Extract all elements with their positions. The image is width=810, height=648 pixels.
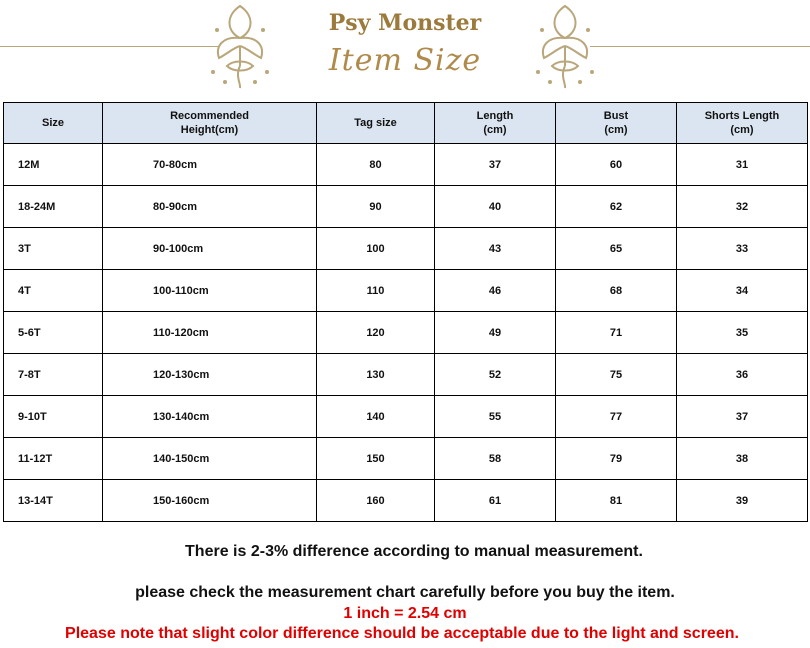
table-cell: 81 [556,480,677,522]
column-header-line: Tag size [354,117,397,129]
table-cell: 31 [677,144,808,186]
table-cell: 9-10T [4,396,103,438]
column-header [677,103,808,144]
table-cell: 58 [435,438,556,480]
table-row [4,396,808,438]
table-cell: 79 [556,438,677,480]
column-header [4,103,103,144]
table-row [4,228,808,270]
table-cell: 36 [677,354,808,396]
table-cell: 11-12T [4,438,103,480]
brand-name: Psy Monster [328,10,482,36]
column-header [435,103,556,144]
column-header-line: (cm) [483,124,507,136]
note-check-chart: please check the measurement chart carefully before you buy the item. [135,584,675,601]
column-header-line: (cm) [730,124,754,136]
table-cell: 39 [677,480,808,522]
table-cell: 130 [317,354,435,396]
table-cell: 4T [4,270,103,312]
table-cell: 110-120cm [103,312,317,354]
table-cell: 70-80cm [103,144,317,186]
table-cell: 37 [435,144,556,186]
table-cell: 37 [677,396,808,438]
table-cell: 68 [556,270,677,312]
note-inch-conversion: 1 inch = 2.54 cm [343,605,467,622]
table-cell: 150-160cm [103,480,317,522]
table-cell: 18-24M [4,186,103,228]
table-cell: 140 [317,396,435,438]
table-cell: 35 [677,312,808,354]
table-cell: 43 [435,228,556,270]
table-cell: 40 [435,186,556,228]
page-subtitle: Item Size [328,43,482,78]
table-cell: 32 [677,186,808,228]
table-cell: 49 [435,312,556,354]
table-cell: 160 [317,480,435,522]
table-row [4,186,808,228]
table-header-row [4,103,808,144]
table-cell: 100-110cm [103,270,317,312]
table-cell: 61 [435,480,556,522]
table-row [4,480,808,522]
table-cell: 52 [435,354,556,396]
column-header [103,103,317,144]
table-cell: 7-8T [4,354,103,396]
table-row [4,144,808,186]
table-cell: 5-6T [4,312,103,354]
table-cell: 62 [556,186,677,228]
table-cell: 80 [317,144,435,186]
table-row [4,270,808,312]
table-cell: 33 [677,228,808,270]
column-header-line: Recommended [170,110,249,122]
table-body [4,144,808,522]
table-row [4,438,808,480]
header [0,0,810,95]
table-cell: 55 [435,396,556,438]
table-cell: 120-130cm [103,354,317,396]
column-header-line: Height(cm) [180,124,239,136]
note-measurement-difference: There is 2-3% difference according to manual measurement. [185,543,643,560]
table-cell: 3T [4,228,103,270]
table-cell: 38 [677,438,808,480]
column-header-line: (cm) [604,124,628,136]
table-cell: 120 [317,312,435,354]
column-header [556,103,677,144]
size-chart-table [3,102,808,522]
table-cell: 100 [317,228,435,270]
table-cell: 130-140cm [103,396,317,438]
table-cell: 90 [317,186,435,228]
table-cell: 13-14T [4,480,103,522]
column-header-line: Shorts Length [704,110,780,122]
note-color-difference: Please note that slight color difference should be acceptable due to the light and screen. [65,625,739,642]
column-header-line: Length [476,110,514,122]
column-header [317,103,435,144]
table-cell: 110 [317,270,435,312]
table-cell: 34 [677,270,808,312]
table-cell: 77 [556,396,677,438]
table-cell: 60 [556,144,677,186]
column-header-line: Bust [603,110,629,122]
column-header-line: Size [41,117,64,129]
table-cell: 65 [556,228,677,270]
table-cell: 75 [556,354,677,396]
table-cell: 71 [556,312,677,354]
table-cell: 46 [435,270,556,312]
table-cell: 140-150cm [103,438,317,480]
table-row [4,312,808,354]
table-cell: 90-100cm [103,228,317,270]
table-cell: 150 [317,438,435,480]
table-cell: 80-90cm [103,186,317,228]
table-cell: 12M [4,144,103,186]
table-row [4,354,808,396]
